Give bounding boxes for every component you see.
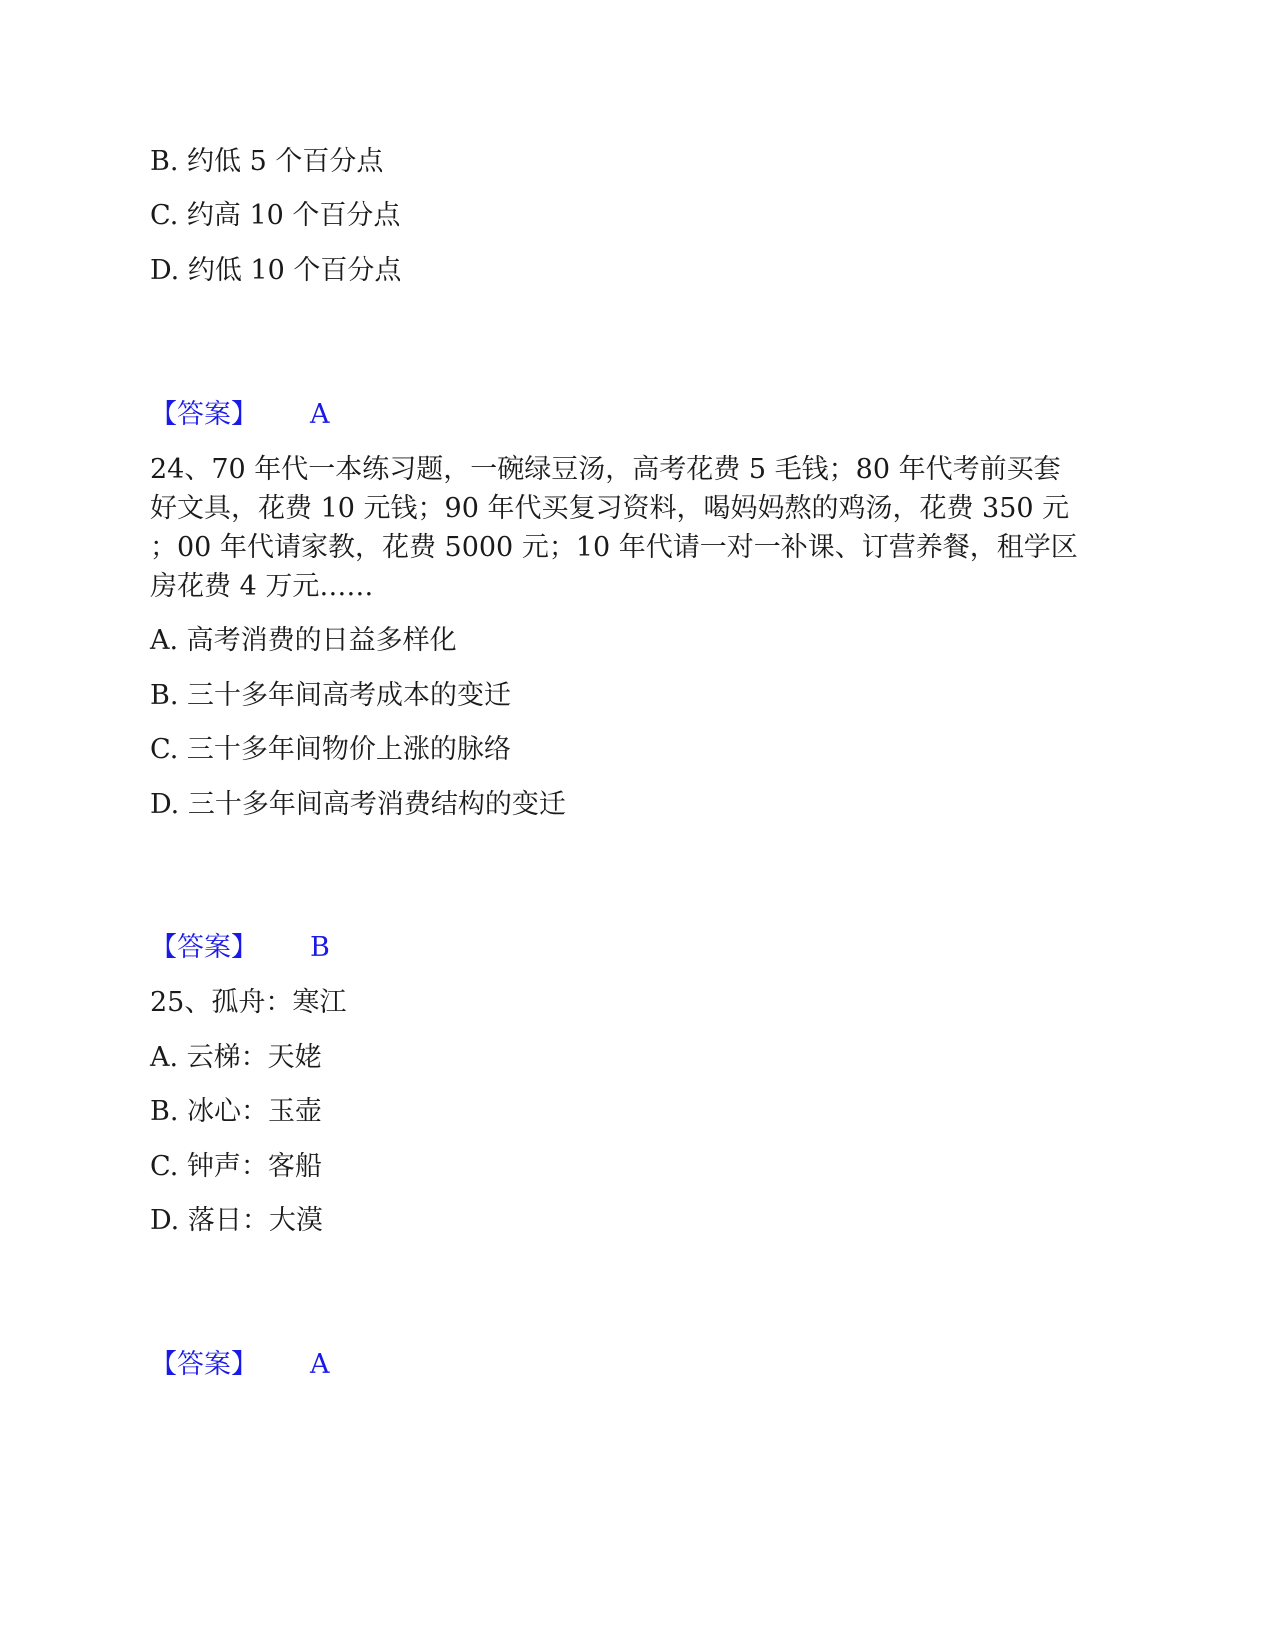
q23-answer [150,395,330,435]
q24-option-c: C. 三十多年间物价上涨的脉络 [150,734,511,765]
q24-stem-line-3: ；00 年代请家教，花费 5000 元；10 年代请一对一补课、订营养餐，租学区 [150,532,1078,563]
q24-answer [150,928,330,968]
q25-option-c: C. 钟声：客船 [150,1151,322,1182]
q25-answer-label: 【答案】 [150,1349,258,1380]
q23-option-b: B. 约低 5 个百分点 [150,146,384,177]
q24-option-a: A. 高考消费的日益多样化 [150,625,457,656]
q25-answer-value: A [310,1349,330,1380]
q24-option-d: D. 三十多年间高考消费结构的变迁 [150,789,566,820]
q25-stem: 25、孤舟：寒江 [150,987,347,1018]
q24-option-b: B. 三十多年间高考成本的变迁 [150,680,512,711]
q25-option-a: A. 云梯：天姥 [150,1042,322,1073]
q24-answer-label: 【答案】 [150,932,258,963]
q24-answer-value: B [310,932,330,963]
q23-option-c: C. 约高 10 个百分点 [150,200,401,231]
q25-option-b: B. 冰心：玉壶 [150,1096,323,1127]
q23-option-d: D. 约低 10 个百分点 [150,255,402,286]
q24-stem-line-4: 房花费 4 万元…… [150,571,374,602]
q23-answer-value: A [310,399,330,430]
q25-answer [150,1345,330,1385]
q24-stem-line-2: 好文具，花费 10 元钱；90 年代买复习资料，喝妈妈熬的鸡汤，花费 350 元 [150,493,1070,524]
q24-stem-line-1: 24、70 年代一本练习题，一碗绿豆汤，高考花费 5 毛钱；80 年代考前买套 [150,454,1061,485]
q23-answer-label: 【答案】 [150,399,258,430]
q25-option-d: D. 落日：大漠 [150,1205,323,1236]
